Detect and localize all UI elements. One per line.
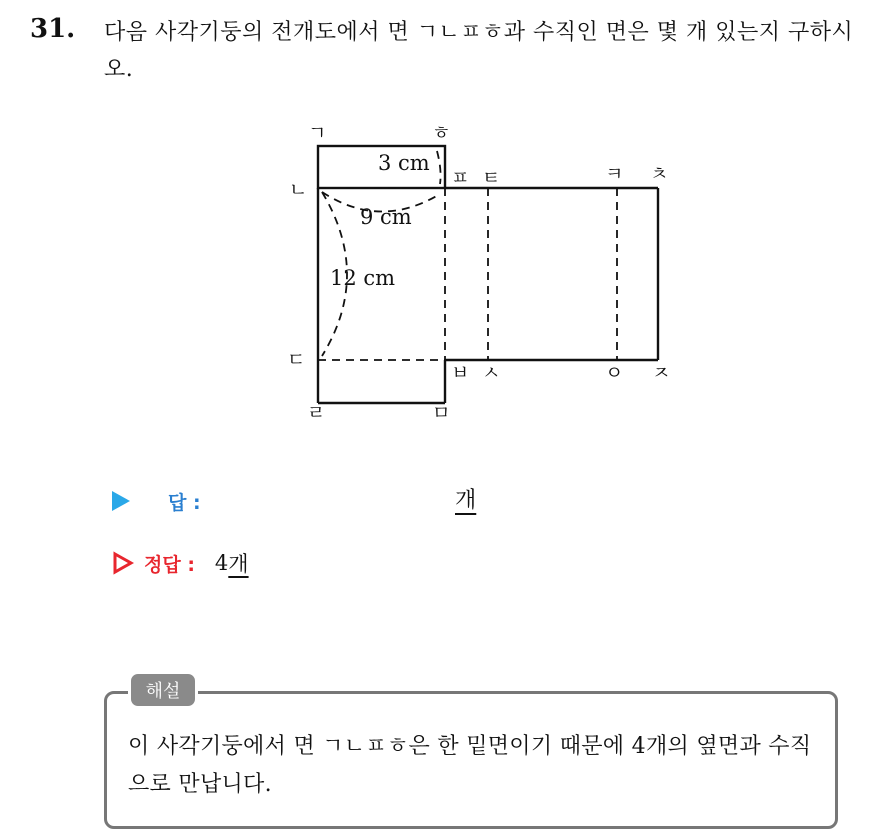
answer-label: 답 : xyxy=(168,491,201,514)
label-m: ㅁ xyxy=(432,402,451,424)
label-b: ㅂ xyxy=(451,362,470,384)
label-t: ㅌ xyxy=(482,167,501,189)
label-s: ㅅ xyxy=(482,362,501,384)
label-p: ㅍ xyxy=(451,167,470,189)
label-k: ㅋ xyxy=(605,163,624,185)
key-answer-row xyxy=(112,548,249,578)
label-d: ㄷ xyxy=(287,349,306,371)
explanation-tab: 해설 xyxy=(128,671,198,709)
label-n: ㄴ xyxy=(289,179,308,201)
label-g: ㄱ xyxy=(308,122,327,144)
play-arrow-icon xyxy=(112,491,130,511)
label-r: ㄹ xyxy=(307,402,326,424)
question-text: 다음 사각기둥의 전개도에서 면 ㄱㄴㅍㅎ과 수직인 면은 몇 개 있는지 구하시오. xyxy=(104,20,854,82)
label-o: ㅇ xyxy=(605,362,624,384)
label-ch: ㅊ xyxy=(650,163,669,185)
dim-diagonal: 9 cm xyxy=(360,205,412,229)
dim-top: 3 cm xyxy=(378,151,430,175)
hollow-arrow-icon xyxy=(112,551,134,575)
key-answer-label: 정답 : xyxy=(144,553,195,576)
key-answer-unit: 개 xyxy=(228,552,249,576)
question-number: 31. xyxy=(30,14,76,44)
explanation-text: 이 사각기둥에서 면 ㄱㄴㅍㅎ은 한 밑면이기 때문에 4개의 옆면과 수직으로 만납니다. xyxy=(128,734,812,797)
dim-side: 12 cm xyxy=(330,266,396,290)
answer-blank-unit: 개 xyxy=(455,488,477,513)
answer-row xyxy=(112,486,201,516)
label-h: ㅎ xyxy=(432,122,451,144)
label-j: ㅈ xyxy=(652,362,671,384)
key-answer-value: 4 xyxy=(214,551,229,575)
